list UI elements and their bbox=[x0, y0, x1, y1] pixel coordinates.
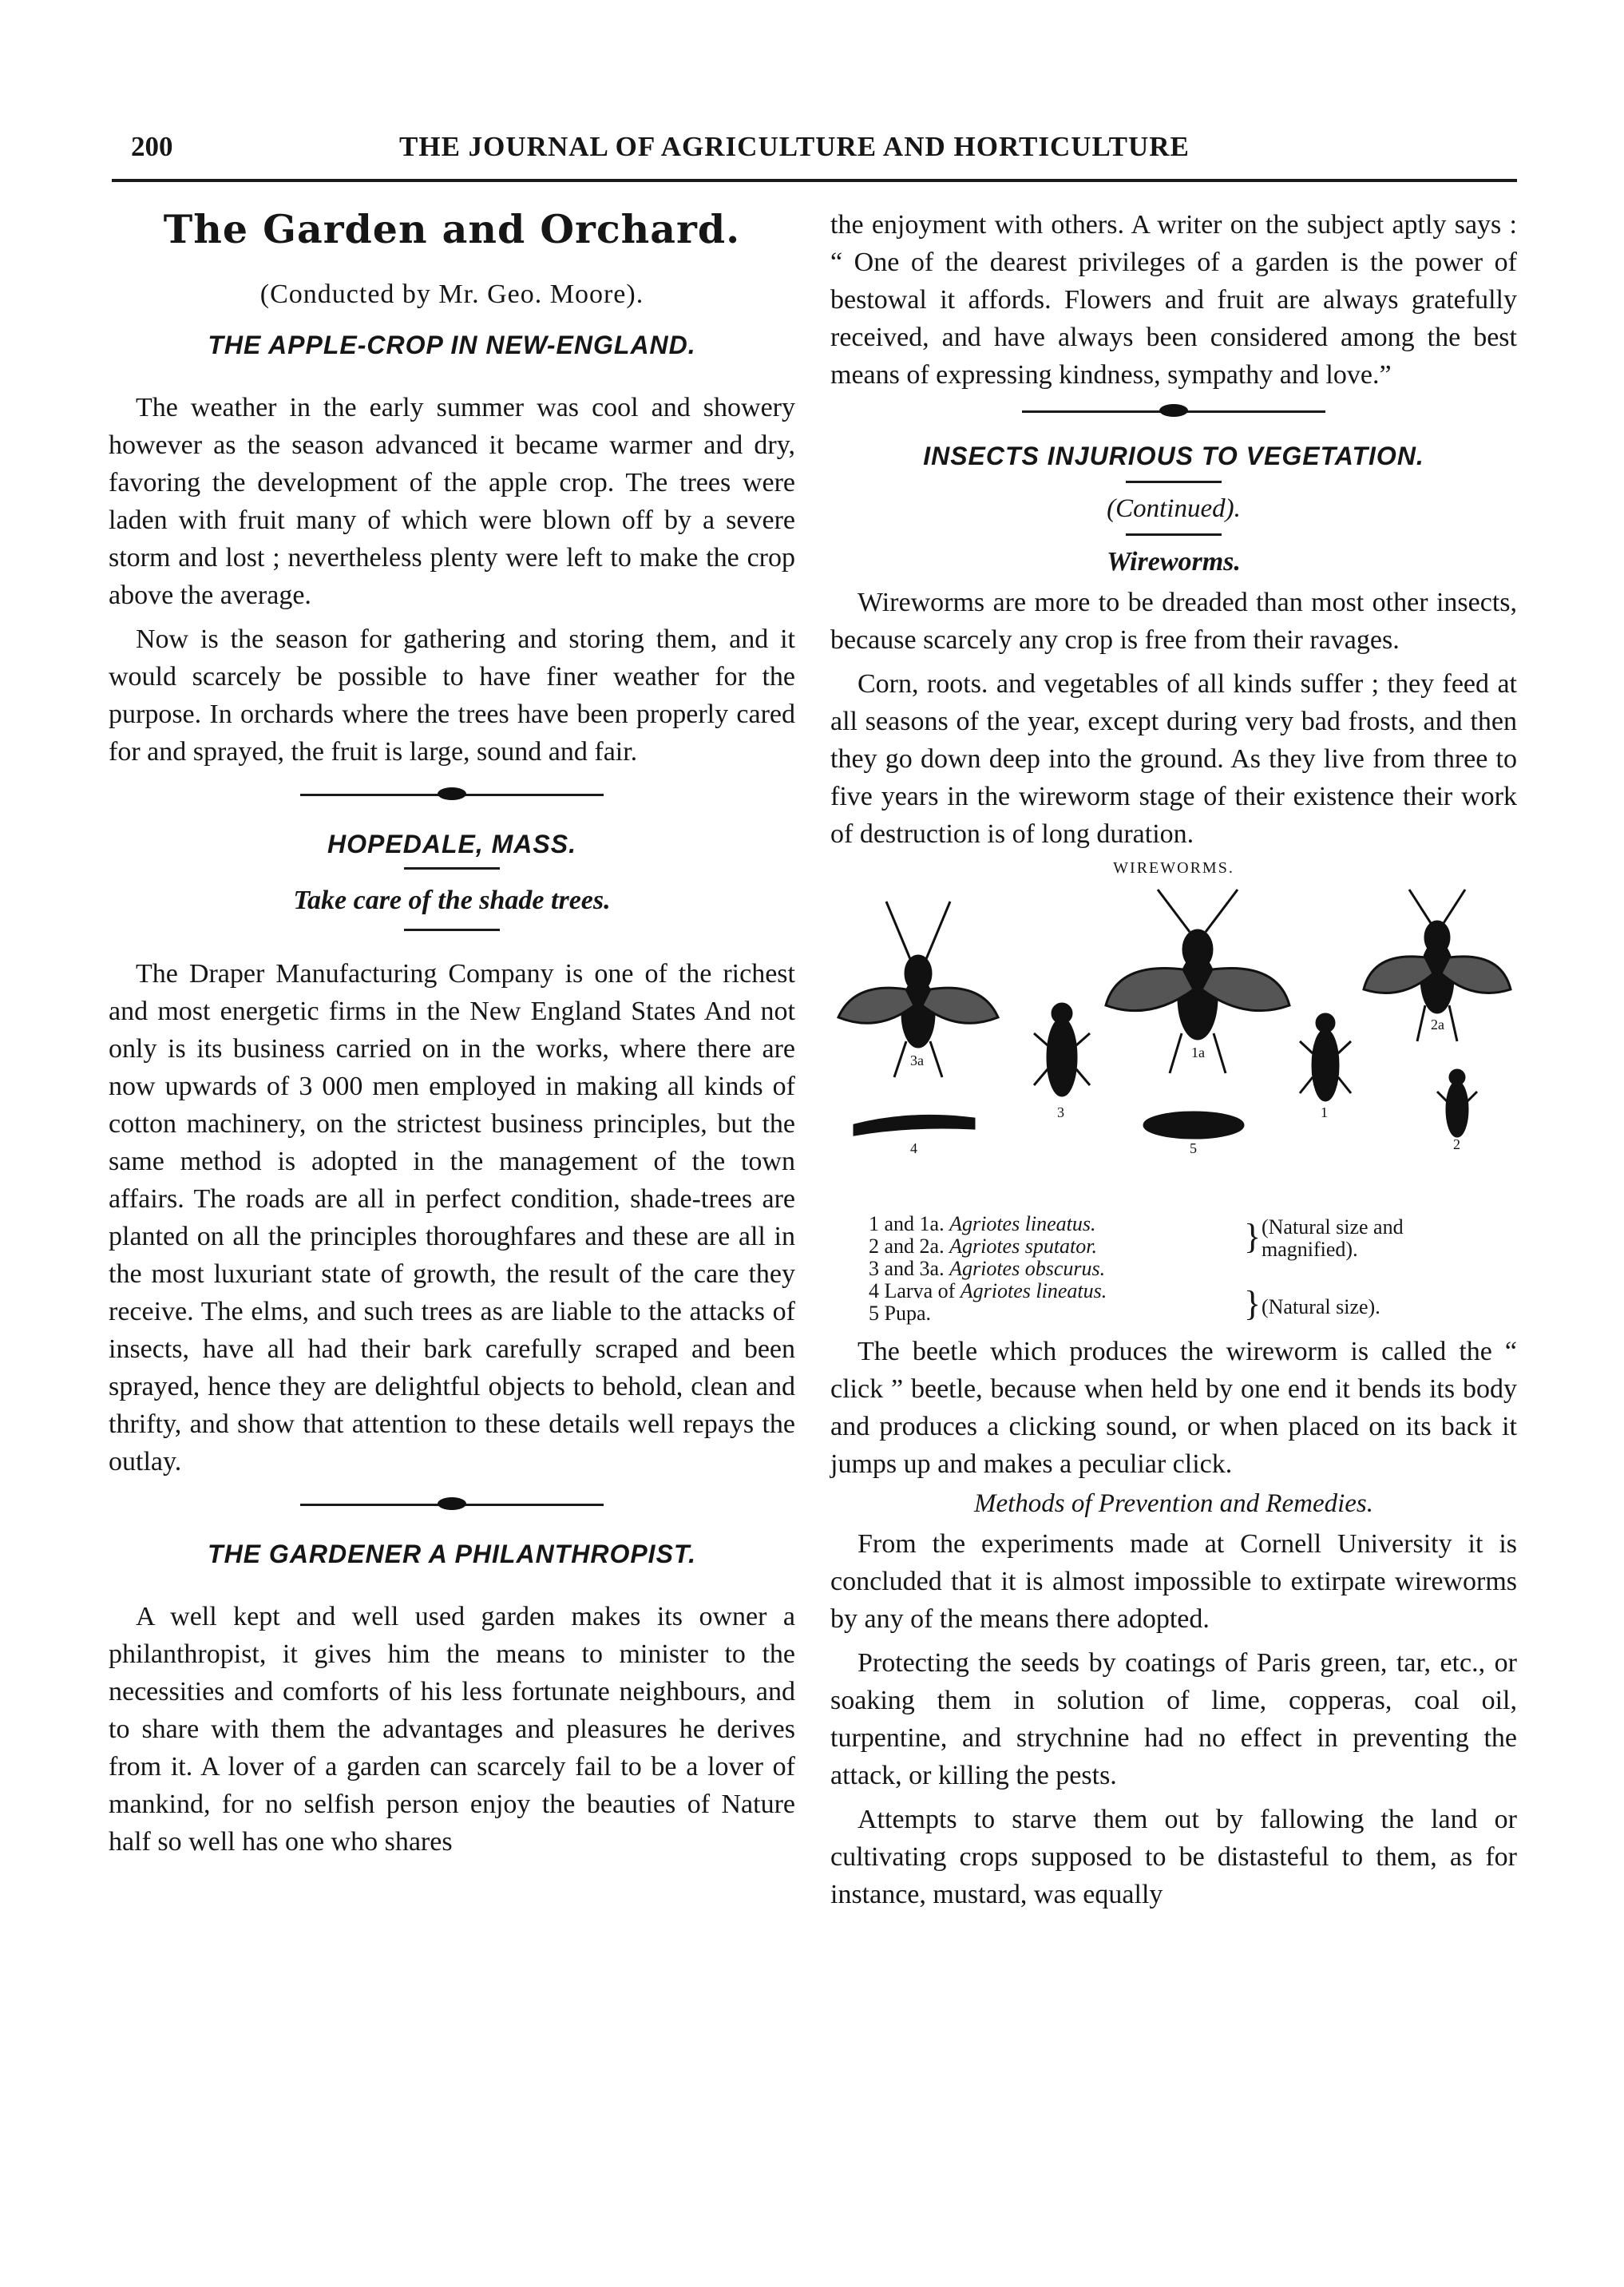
figure-label: 3a bbox=[910, 1052, 924, 1068]
page-number: 200 bbox=[131, 131, 173, 162]
hopedale-subheading: Take care of the shade trees. bbox=[293, 886, 611, 915]
figure-label: 4 bbox=[910, 1140, 917, 1156]
wireworms-paragraph-2: Corn, roots. and vegetables of all kinds suffer ; they feed at all seasons of the year, except during very bad frosts, and then they go down deep into the ground. As they live from three to five years in the wireworm stage of their existence their work of destruction is of long duration. bbox=[830, 669, 1517, 849]
right-column bbox=[830, 206, 1517, 1920]
left-column bbox=[109, 206, 795, 1867]
journal-title: THE JOURNAL OF AGRICULTURE AND HORTICULTURE bbox=[399, 131, 1190, 162]
methods-paragraph-3: Attempts to starve them out by fallowing the land or cultivating crops supposed to be distasteful to them, as for instance, mustard, was equally bbox=[830, 1805, 1517, 1909]
methods-heading: Methods of Prevention and Remedies. bbox=[973, 1489, 1374, 1518]
pupa-5-icon bbox=[1144, 1112, 1243, 1138]
figure-caption: WIREWORMS. bbox=[1113, 859, 1234, 877]
running-head bbox=[112, 128, 1517, 182]
beetle-2-icon bbox=[1437, 1070, 1477, 1136]
section-ornament bbox=[1022, 400, 1325, 424]
wireworms-illustration bbox=[830, 886, 1517, 1213]
larva-4-icon bbox=[854, 1116, 974, 1135]
gardener-paragraph: A well kept and well used garden makes its owner a philanthropist, it gives him the means to minister to the necessities and comforts of his less fortunate neighbours, and to share with them the advantages and pleasures he derives from it. A lover of a garden can scarcely fail to be a lover of mankind, for no selfish person enjoy the beauties of Nature half so well has one who shares bbox=[109, 1602, 795, 1857]
short-rule bbox=[1126, 481, 1222, 483]
legend-row: 4 Larva of Agriotes lineatus. bbox=[869, 1279, 1107, 1302]
figure-label: 3 bbox=[1057, 1104, 1064, 1120]
figure-label: 1a bbox=[1191, 1044, 1205, 1060]
methods-paragraph-1: From the experiments made at Cornell University it is concluded that it is almost impossible to extirpate wireworms by any of the means there adopted. bbox=[830, 1529, 1517, 1634]
figure-label: 1 bbox=[1321, 1104, 1328, 1120]
insects-heading: INSECTS INJURIOUS TO VEGETATION. bbox=[923, 442, 1424, 470]
legend-note-natural: (Natural size). bbox=[1262, 1295, 1380, 1318]
section-ornament bbox=[300, 783, 604, 807]
figure-label: 2a bbox=[1431, 1017, 1444, 1033]
legend-row: 1 and 1a. Agriotes lineatus. bbox=[869, 1212, 1096, 1235]
short-rule bbox=[404, 867, 500, 870]
figure-legend bbox=[830, 1213, 1517, 1333]
beetle-3-icon bbox=[1034, 1004, 1090, 1096]
section-ornament bbox=[300, 1493, 604, 1517]
legend-row: 5 Pupa. bbox=[869, 1302, 931, 1325]
apple-crop-heading: THE APPLE-CROP IN NEW-ENGLAND. bbox=[208, 331, 696, 359]
gardener-heading: THE GARDENER A PHILANTHROPIST. bbox=[208, 1540, 696, 1568]
continued-label: (Continued). bbox=[1107, 494, 1241, 523]
hopedale-heading: HOPEDALE, MASS. bbox=[327, 830, 576, 858]
beetle-3a-icon bbox=[838, 902, 998, 1077]
beetles-engraving bbox=[830, 886, 1517, 1213]
hopedale-paragraph: The Draper Manufacturing Company is one of the richest and most energetic firms in the New England States And not only is its business carried on in the works, where there are now upwards of 3 000 men employed in making all kinds of cotton machinery, on the strictest business principles, but the same method is adopted in the management of the town affairs. The roads are all in perfect condition, shade-trees are planted on all the principles thoroughfares and these are all in the most luxuriant state of growth, the result of the care they receive. The elms, and such trees as are liable to the attacks of insects, have all had their bark carefully scraped and been sprayed, hence they are delightful objects to behold, clean and thrifty, and show that attention to these details well repays the outlay. bbox=[109, 959, 795, 1476]
apple-crop-paragraph-1: The weather in the early summer was cool and showery however as the season advanced it became warmer and dry, favoring the development of the apple crop. The trees were laden with fruit many of which were blown off by a severe storm and lost ; nevertheless plenty were left to make the crop above the average. bbox=[109, 393, 795, 610]
legend-row: 2 and 2a. Agriotes sputator. bbox=[869, 1235, 1098, 1258]
short-rule bbox=[404, 929, 500, 931]
legend-note-magnified: (Natural size and magnified). bbox=[1262, 1215, 1404, 1261]
beetle-1-icon bbox=[1300, 1014, 1351, 1100]
short-rule bbox=[1126, 533, 1222, 536]
methods-paragraph-2: Protecting the seeds by coatings of Paris green, tar, etc., or soaking them in solution of lime, copperas, coal oil, turpentine, and strychnine had no effect in preventing the attack, or killing the pests. bbox=[830, 1648, 1517, 1790]
apple-crop-paragraph-2: Now is the season for gathering and storing them, and it would scarcely be possible to have finer weather for the purpose. In orchards where the trees have been properly cared for and sprayed, the fruit is large, sound and fair. bbox=[109, 624, 795, 767]
beetle-paragraph: The beetle which produces the wireworm is called the “ click ” beetle, because when held by one end it bends its body and produces a clicking sound, or when placed on its back it jumps up and makes a peculiar click. bbox=[830, 1337, 1517, 1479]
conducted-by-line: (Conducted by Mr. Geo. Moore). bbox=[259, 279, 644, 309]
figure-label: 2 bbox=[1453, 1136, 1460, 1152]
continued-paragraph: the enjoyment with others. A writer on the subject aptly says : “ One of the dearest privileges of a garden is the power of bestowal it affords. Flowers and fruit are always gratefully received, and have always been considered among the best means of expressing kindness, sympathy and love.” bbox=[830, 210, 1517, 390]
wireworms-heading: Wireworms. bbox=[1107, 547, 1241, 577]
department-title: The Garden and Orchard. bbox=[163, 206, 741, 252]
brace: } bbox=[1244, 1284, 1262, 1323]
wireworms-paragraph-1: Wireworms are more to be dreaded than most other insects, because scarcely any crop is free from their ravages. bbox=[830, 588, 1517, 655]
brace: } bbox=[1244, 1217, 1262, 1256]
figure-label: 5 bbox=[1190, 1140, 1197, 1156]
legend-row: 3 and 3a. Agriotes obscurus. bbox=[869, 1257, 1106, 1280]
